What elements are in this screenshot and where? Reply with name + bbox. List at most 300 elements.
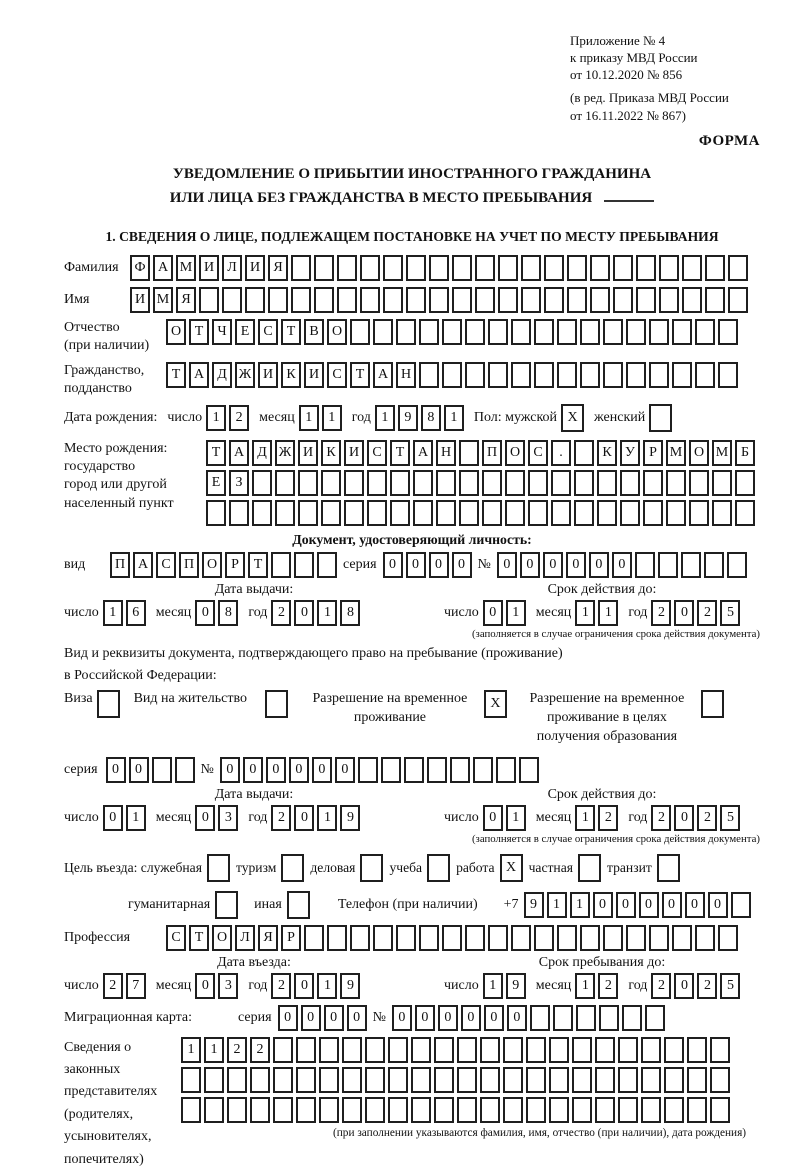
phone-cells xyxy=(524,892,751,918)
surname-cells xyxy=(130,255,748,281)
form-cell xyxy=(505,470,525,496)
form-cell: . xyxy=(551,440,571,466)
form-cell: С xyxy=(367,440,387,466)
birthplace-block xyxy=(64,440,760,530)
form-cell xyxy=(544,255,564,281)
form-cell: Т xyxy=(189,925,209,951)
form-cell: 2 xyxy=(651,973,671,999)
form-cell xyxy=(429,255,449,281)
form-cell: 1 xyxy=(317,805,337,831)
form-cell: П xyxy=(482,440,502,466)
purpose-business-label: деловая xyxy=(310,859,356,875)
form-cell xyxy=(498,287,518,313)
form-cell: О xyxy=(505,440,525,466)
form-cell: Т xyxy=(166,362,186,388)
purpose-business-checkbox xyxy=(360,854,383,882)
entry-dates-block xyxy=(64,955,760,999)
form-cell: 2 xyxy=(271,973,291,999)
form-cell: 7 xyxy=(126,973,146,999)
form-cell xyxy=(503,1067,523,1093)
form-cell: 1 xyxy=(206,405,226,431)
form-cell xyxy=(480,1037,500,1063)
form-cell xyxy=(475,287,495,313)
stay-year-cells xyxy=(651,973,740,999)
purpose-private-checkbox xyxy=(578,854,601,882)
form-cell xyxy=(503,1037,523,1063)
temp-residence-label: Разрешение на временное проживание xyxy=(312,691,468,725)
form-cell: Т xyxy=(281,319,301,345)
doc-issue-row: число 1 6 месяц 0 8 год 2 0 1 8 xyxy=(64,600,444,626)
form-cell xyxy=(488,319,508,345)
form-cell xyxy=(572,1037,592,1063)
purpose-humanitarian-checkbox xyxy=(215,891,238,919)
form-cell: Б xyxy=(735,440,755,466)
form-cell: Я xyxy=(176,287,196,313)
form-cell xyxy=(381,757,401,783)
birth-year-cells xyxy=(375,405,464,431)
form-cell xyxy=(657,854,680,882)
form-cell: 1 xyxy=(299,405,319,431)
form-cell xyxy=(411,1037,431,1063)
form-cell: 1 xyxy=(317,973,337,999)
form-cell xyxy=(580,362,600,388)
form-cell xyxy=(215,891,238,919)
form-cell xyxy=(567,287,587,313)
form-cell xyxy=(664,1037,684,1063)
purpose-transit-checkbox xyxy=(657,854,680,882)
form-cell xyxy=(641,1067,661,1093)
representatives-note: (при заполнении указываются фамилия, имя, отчество (при наличии), дата рождения) xyxy=(333,1126,747,1139)
form-cell: 0 xyxy=(103,805,123,831)
form-cell xyxy=(572,1097,592,1123)
form-cell xyxy=(710,1037,730,1063)
doc-number-cells xyxy=(497,552,747,578)
form-cell: 0 xyxy=(685,892,705,918)
form-cell: Ж xyxy=(275,440,295,466)
form-cell xyxy=(473,757,493,783)
form-cell xyxy=(643,500,663,526)
form-cell: М xyxy=(666,440,686,466)
form-cell xyxy=(682,255,702,281)
form-cell xyxy=(557,362,577,388)
form-cell xyxy=(641,1097,661,1123)
form-cell: 0 xyxy=(674,973,694,999)
day-label: число xyxy=(167,410,203,426)
temp-residence-checkbox xyxy=(484,690,507,718)
form-cell: Н xyxy=(396,362,416,388)
form-cell: 8 xyxy=(340,600,360,626)
form-cell xyxy=(498,255,518,281)
form-cell xyxy=(659,287,679,313)
representatives-label: Сведения о законных представителях (родителях, усыновителях, попечителях) xyxy=(64,1039,158,1167)
form-title xyxy=(64,164,760,210)
permit-valid-month-cells xyxy=(575,805,618,831)
form-cell xyxy=(551,470,571,496)
form-cell: 2 xyxy=(697,600,717,626)
form-cell xyxy=(618,1067,638,1093)
form-cell: X xyxy=(500,854,523,882)
form-cell xyxy=(273,1097,293,1123)
form-cell: Д xyxy=(252,440,272,466)
form-cell xyxy=(365,1037,385,1063)
form-cell xyxy=(530,1005,550,1031)
form-cell: Т xyxy=(350,362,370,388)
form-cell xyxy=(622,1005,642,1031)
form-cell xyxy=(641,1037,661,1063)
temp-residence-edu-checkbox xyxy=(701,690,724,718)
purpose-other-checkbox xyxy=(287,891,310,919)
migration-series-cells xyxy=(278,1005,367,1031)
form-cell xyxy=(704,552,724,578)
form-cell xyxy=(465,925,485,951)
form-cell: 2 xyxy=(598,805,618,831)
form-cell xyxy=(511,319,531,345)
form-cell xyxy=(383,255,403,281)
form-cell: 0 xyxy=(674,805,694,831)
form-cell: 6 xyxy=(126,600,146,626)
permit-valid-year-cells xyxy=(651,805,740,831)
form-cell xyxy=(590,287,610,313)
form-cell xyxy=(480,1097,500,1123)
birthplace-row2-cells xyxy=(206,470,755,496)
form-cell xyxy=(728,287,748,313)
form-cell xyxy=(526,1037,546,1063)
form-cell: К xyxy=(281,362,301,388)
form-cell: М xyxy=(176,255,196,281)
form-cell: И xyxy=(344,440,364,466)
form-cell: А xyxy=(153,255,173,281)
form-cell: 0 xyxy=(129,757,149,783)
form-cell: И xyxy=(298,440,318,466)
form-cell: 0 xyxy=(347,1005,367,1031)
purpose-official-checkbox xyxy=(207,854,230,882)
stay-until-column xyxy=(444,955,760,999)
form-cell xyxy=(528,500,548,526)
form-cell: Т xyxy=(248,552,268,578)
form-cell xyxy=(252,470,272,496)
form-cell: Я xyxy=(258,925,278,951)
form-cell xyxy=(613,287,633,313)
form-cell: 0 xyxy=(106,757,126,783)
birthplace-row1-cells xyxy=(206,440,755,466)
form-cell: О xyxy=(212,925,232,951)
form-cell: 1 xyxy=(575,973,595,999)
permit-series-row xyxy=(64,757,760,783)
form-cell xyxy=(436,500,456,526)
form-cell: А xyxy=(413,440,433,466)
temp-residence-option xyxy=(304,690,507,728)
form-cell: 2 xyxy=(271,600,291,626)
form-cell: О xyxy=(689,440,709,466)
doc-issue-year-cells xyxy=(271,600,360,626)
form-cell: 0 xyxy=(243,757,263,783)
birth-date-row xyxy=(64,404,760,432)
form-cell xyxy=(599,1005,619,1031)
form-cell xyxy=(442,925,462,951)
phone-label: Телефон (при наличии) xyxy=(337,896,478,912)
form-cell xyxy=(666,500,686,526)
form-cell xyxy=(718,925,738,951)
form-cell xyxy=(635,552,655,578)
title-blank-line xyxy=(604,186,654,202)
form-cell: У xyxy=(620,440,640,466)
form-cell xyxy=(701,690,724,718)
doc-number-label: № xyxy=(477,557,491,573)
form-cell xyxy=(618,1037,638,1063)
permit-series-cells xyxy=(106,757,195,783)
form-cell xyxy=(597,500,617,526)
form-cell xyxy=(229,500,249,526)
form-cell: Ч xyxy=(212,319,232,345)
form-cell xyxy=(273,1067,293,1093)
form-cell: Я xyxy=(268,255,288,281)
form-cell: 0 xyxy=(483,600,503,626)
permit-valid-day-cells xyxy=(483,805,526,831)
form-cell xyxy=(452,287,472,313)
representatives-row3-cells xyxy=(181,1097,746,1123)
form-cell xyxy=(442,319,462,345)
form-cell xyxy=(649,925,669,951)
form-cell: 0 xyxy=(266,757,286,783)
form-cell xyxy=(672,925,692,951)
representatives-block xyxy=(64,1037,760,1171)
section1-heading: 1. СВЕДЕНИЯ О ЛИЦЕ, ПОДЛЕЖАЩЕМ ПОСТАНОВКЕ НА УЧЕТ ПО МЕСТУ ПРЕБЫВАНИЯ xyxy=(105,229,719,245)
form-cell xyxy=(281,854,304,882)
doc-issue-month-cells xyxy=(195,600,238,626)
doc-valid-year-cells xyxy=(651,600,740,626)
form-cell xyxy=(396,319,416,345)
migration-card-row xyxy=(64,1005,760,1031)
stay-month-cells xyxy=(575,973,618,999)
form-cell xyxy=(350,925,370,951)
permit-number-label: № xyxy=(200,761,214,777)
form-cell xyxy=(689,470,709,496)
citizenship-cells xyxy=(166,362,738,388)
form-cell xyxy=(275,470,295,496)
form-cell xyxy=(735,500,755,526)
form-title-line1: УВЕДОМЛЕНИЕ О ПРИБЫТИИ ИНОСТРАННОГО ГРАЖДАНИНА xyxy=(172,165,652,182)
form-cell: 2 xyxy=(697,805,717,831)
given-name-row xyxy=(64,287,760,313)
form-cell: 0 xyxy=(507,1005,527,1031)
form-cell: X xyxy=(561,404,584,432)
form-cell: 0 xyxy=(415,1005,435,1031)
purpose-study-checkbox xyxy=(427,854,450,882)
temp-residence-edu-label: Разрешение на временное проживание в целях получения образования xyxy=(529,691,685,744)
form-cell xyxy=(649,404,672,432)
stay-until-row: число 1 9 месяц 1 2 год 2 0 2 5 xyxy=(444,973,760,999)
doc-series-label: серия xyxy=(343,557,377,573)
form-cell: 1 xyxy=(483,973,503,999)
form-cell xyxy=(222,287,242,313)
form-cell xyxy=(459,470,479,496)
form-cell xyxy=(574,440,594,466)
permit-valid-row: число 0 1 месяц 1 2 год 2 0 2 5 xyxy=(444,805,760,831)
form-cell xyxy=(314,255,334,281)
form-cell xyxy=(97,690,120,718)
form-cell xyxy=(710,1067,730,1093)
form-cell xyxy=(296,1097,316,1123)
form-cell xyxy=(705,287,725,313)
form-cell: 0 xyxy=(483,805,503,831)
doc-dates-block xyxy=(64,582,760,640)
entry-year-cells xyxy=(271,973,360,999)
form-cell: Р xyxy=(643,440,663,466)
form-cell xyxy=(337,287,357,313)
purpose-humanitarian-label: гуманитарная xyxy=(128,896,211,912)
visa-option xyxy=(64,690,120,718)
surname-label: Фамилия xyxy=(64,260,119,276)
form-cell xyxy=(636,287,656,313)
form-cell: Д xyxy=(212,362,232,388)
form-cell xyxy=(731,892,751,918)
form-cell: С xyxy=(156,552,176,578)
form-cell: 2 xyxy=(651,600,671,626)
form-cell: 2 xyxy=(250,1037,270,1063)
form-cell xyxy=(710,1097,730,1123)
form-cell xyxy=(618,1097,638,1123)
form-cell xyxy=(350,319,370,345)
form-cell xyxy=(658,552,678,578)
form-cell xyxy=(296,1037,316,1063)
form-cell xyxy=(695,925,715,951)
form-cell: С xyxy=(258,319,278,345)
form-cell: 0 xyxy=(195,805,215,831)
form-cell xyxy=(620,500,640,526)
form-cell xyxy=(727,552,747,578)
form-cell xyxy=(544,287,564,313)
form-cell xyxy=(419,362,439,388)
form-cell xyxy=(452,255,472,281)
form-cell xyxy=(344,500,364,526)
doc-valid-row: число 0 1 месяц 1 1 год 2 0 2 5 xyxy=(444,600,760,626)
form-cell: С xyxy=(327,362,347,388)
form-cell xyxy=(427,854,450,882)
form-cell xyxy=(365,1097,385,1123)
purpose-work-checkbox xyxy=(500,854,523,882)
form-cell: А xyxy=(133,552,153,578)
form-cell: 0 xyxy=(566,552,586,578)
form-cell: А xyxy=(373,362,393,388)
form-cell xyxy=(434,1037,454,1063)
form-cell xyxy=(666,470,686,496)
form-cell: 0 xyxy=(639,892,659,918)
form-cell: 3 xyxy=(218,973,238,999)
form-cell: 9 xyxy=(340,805,360,831)
form-cell xyxy=(534,925,554,951)
form-cell xyxy=(465,319,485,345)
purpose-official-label: Цель въезда: служебная xyxy=(64,859,202,875)
birthplace-rows xyxy=(206,440,755,530)
ref-line: от 10.12.2020 № 856 xyxy=(570,67,683,83)
year-label: год xyxy=(351,410,371,426)
form-cell xyxy=(429,287,449,313)
form-cell xyxy=(436,470,456,496)
doc-type-cells xyxy=(110,552,337,578)
purpose-private-label: частная xyxy=(528,859,573,875)
form-cell: 0 xyxy=(294,805,314,831)
form-cell xyxy=(152,757,172,783)
form-cell xyxy=(457,1067,477,1093)
residence-permit-option xyxy=(134,690,288,718)
form-cell xyxy=(383,287,403,313)
form-cell xyxy=(291,287,311,313)
sex-male-checkbox xyxy=(561,404,584,432)
form-cell: 0 xyxy=(220,757,240,783)
form-cell xyxy=(549,1097,569,1123)
form-cell xyxy=(597,470,617,496)
permit-issue-year-cells xyxy=(271,805,360,831)
permit-valid-column: Срок действия до: число 0 1 месяц 1 2 год 2 0 2 5 (заполняется в случае ограничения срока действия документа) xyxy=(444,786,760,845)
form-cell: К xyxy=(597,440,617,466)
permit-dates-block xyxy=(64,787,760,845)
form-cell xyxy=(687,1067,707,1093)
form-cell: 1 xyxy=(126,805,146,831)
form-cell: 0 xyxy=(593,892,613,918)
form-cell xyxy=(227,1097,247,1123)
representatives-row1-cells xyxy=(181,1037,746,1063)
form-cell xyxy=(181,1097,201,1123)
form-cell xyxy=(406,255,426,281)
form-cell xyxy=(268,287,288,313)
form-cell xyxy=(475,255,495,281)
form-cell xyxy=(275,500,295,526)
entry-day-cells xyxy=(103,973,146,999)
form-cell: 9 xyxy=(524,892,544,918)
form-cell xyxy=(360,854,383,882)
form-cell: 2 xyxy=(271,805,291,831)
form-cell xyxy=(526,1097,546,1123)
form-cell xyxy=(687,1037,707,1063)
form-cell: 8 xyxy=(421,405,441,431)
form-cell: 0 xyxy=(324,1005,344,1031)
form-cell xyxy=(595,1067,615,1093)
residence-permit-label: Вид на жительство xyxy=(133,691,247,707)
form-cell xyxy=(496,757,516,783)
form-cell: И xyxy=(258,362,278,388)
form-cell xyxy=(534,362,554,388)
form-cell xyxy=(314,287,334,313)
form-cell: 1 xyxy=(506,805,526,831)
form-cell: 0 xyxy=(497,552,517,578)
form-cell xyxy=(534,319,554,345)
form-cell xyxy=(181,1067,201,1093)
form-cell: 2 xyxy=(697,973,717,999)
form-cell xyxy=(528,470,548,496)
form-cell: 0 xyxy=(612,552,632,578)
form-cell xyxy=(578,854,601,882)
form-cell xyxy=(413,500,433,526)
form-cell xyxy=(576,1005,596,1031)
doc-valid-month-cells xyxy=(575,600,618,626)
valid-until-title: Срок действия до: xyxy=(547,582,657,598)
form-cell xyxy=(321,470,341,496)
form-cell xyxy=(457,1097,477,1123)
form-cell: Ф xyxy=(130,255,150,281)
doc-type-row xyxy=(64,552,760,578)
form-cell: Л xyxy=(235,925,255,951)
form-cell: И xyxy=(199,255,219,281)
form-cell: Т xyxy=(189,319,209,345)
ref-line: Приложение № 4 xyxy=(570,33,666,48)
form-cell: 0 xyxy=(335,757,355,783)
birthplace-label: Место рождения: государство город или другой населенный пункт xyxy=(64,441,174,511)
form-cell: 0 xyxy=(406,552,426,578)
form-cell xyxy=(294,552,314,578)
form-cell: 3 xyxy=(218,805,238,831)
sex-female-checkbox xyxy=(649,404,672,432)
form-cell xyxy=(689,500,709,526)
